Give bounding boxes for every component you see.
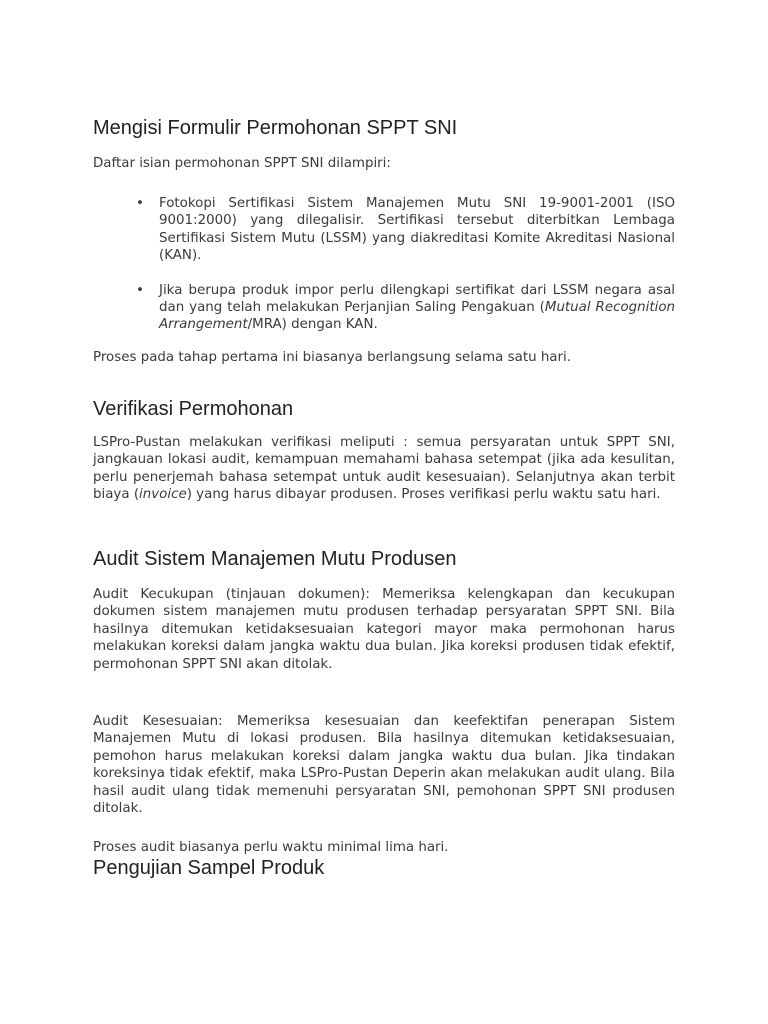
verifikasi-paragraph: [93, 434, 675, 504]
section-intro: Daftar isian permohonan SPPT SNI dilampiri:: [93, 156, 391, 171]
list-item-text-before: Jika berupa produk impor perlu dilengkapi sertifikat dari LSSM negara asal dan yang telah melakukan Perjanjian Saling Pengakuan (: [159, 282, 675, 316]
section-heading-verifikasi: Verifikasi Permohonan: [93, 398, 294, 420]
list-item-text-after: /MRA) dengan KAN.: [247, 317, 378, 333]
audit-duration-paragraph: Proses audit biasanya perlu waktu minimal lima hari.: [93, 840, 449, 855]
section-heading-pengujian: Pengujian Sampel Produk: [93, 857, 325, 879]
bullet-icon: •: [136, 282, 144, 298]
list-item: [136, 282, 675, 334]
verifikasi-text-italic: invoice: [139, 487, 187, 503]
verifikasi-text-before: LSPro-Pustan melakukan verifikasi meliputi : semua persyaratan untuk SPPT SNI, jangkauan lokasi audit, kemampuan memahami bahasa setempat (jika ada kesulitan, perlu penerjemah bahasa setempat untuk audit kesesuaian). Selanjutnya akan terbit biaya (: [93, 435, 675, 503]
section-heading-formulir: Mengisi Formulir Permohonan SPPT SNI: [93, 117, 458, 139]
audit-kesesuaian-paragraph: Audit Kesesuaian: Memeriksa kesesuaian dan keefektifan penerapan Sistem Manajemen Mutu di lokasi produsen. Bila hasilnya ditemukan ketidaksesuaian, pemohon harus melakukan koreksi dalam jangka waktu dua bulan. Jika tindakan koreksinya tidak efektif, maka LSPro-Pustan Deperin akan melakukan audit ulang. Bila hasil audit ulang tidak memenuhi persyaratan SNI, pemohonan SPPT SNI produsen ditolak.: [93, 714, 675, 817]
list-item: [136, 195, 675, 265]
bullet-icon: •: [136, 196, 144, 211]
verifikasi-text-after: ) yang harus dibayar produsen. Proses verifikasi perlu waktu satu hari.: [186, 487, 661, 503]
requirements-list: [93, 195, 675, 334]
list-item-text-italic: Mutual Recognition Arrangement: [159, 300, 675, 333]
audit-kecukupan-paragraph: Audit Kecukupan (tinjauan dokumen): Memeriksa kelengkapan dan kecukupan dokumen sistem manajemen mutu produsen terhadap persyaratan SPPT SNI. Bila hasilnya ditemukan ketidaksesuaian kategori mayor maka permohonan harus melakukan koreksi dalam jangka waktu dua bulan. Jika koreksi produsen tidak efektif, permohonan SPPT SNI akan ditolak.: [93, 587, 675, 672]
section-closing: Proses pada tahap pertama ini biasanya berlangsung selama satu hari.: [93, 350, 571, 365]
list-item-text: Fotokopi Sertifikasi Sistem Manajemen Mutu SNI 19-9001-2001 (ISO 9001:2000) yang dilegalisir. Sertifikasi tersebut diterbitkan Lembaga Sertifikasi Sistem Mutu (LSSM) yang diakreditasi Komite Akreditasi Nasional (KAN).: [159, 196, 675, 264]
section-heading-audit: Audit Sistem Manajemen Mutu Produsen: [93, 548, 457, 570]
